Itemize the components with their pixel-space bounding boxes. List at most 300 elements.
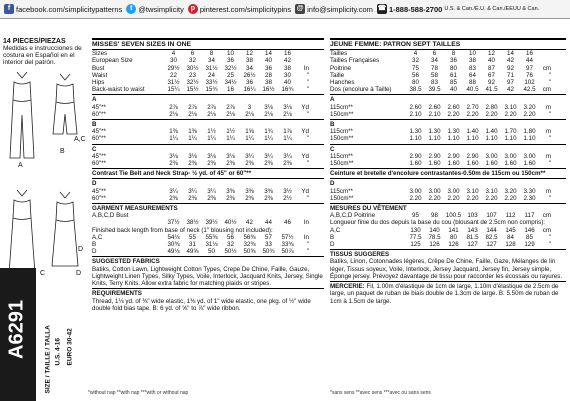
mid-view_b-unit: Yd xyxy=(301,128,309,136)
mid-finished-label: D xyxy=(92,248,97,256)
right-garment-title: MESURES DU VÊTEMENT xyxy=(330,205,407,213)
mid-measure-value: 15¾ xyxy=(205,86,218,94)
mid-view_a-value: 3⅛ xyxy=(283,103,292,111)
mid-view_a-label: 60"** xyxy=(92,110,106,118)
us-sizes: U.S. 4-16 xyxy=(54,338,62,366)
right-measure-value: 10 xyxy=(469,50,476,58)
right-view_d-label: 150cm** xyxy=(330,194,354,202)
mid-view_c-value: 3¼ xyxy=(245,152,254,160)
right-view_b-value: 1.70 xyxy=(504,128,517,136)
right-view_a-value: 2.20 xyxy=(466,110,479,118)
right-finished-value: 81.5 xyxy=(466,233,479,241)
mid-requirements-title: REQUIREMENTS xyxy=(92,290,142,298)
mid-garment-bust-row xyxy=(92,219,324,226)
mid-view_c-value: 2⅜ xyxy=(226,160,235,168)
right-measure-unit: " xyxy=(548,71,551,79)
right-measure-value: 14 xyxy=(507,50,514,58)
right-view_b-title: B xyxy=(330,121,335,129)
mid-view_d-title: D xyxy=(92,180,97,188)
mid-measure-value: 36 xyxy=(265,64,272,72)
right-view_a-unit: " xyxy=(548,110,551,118)
right-view_a-title: A xyxy=(330,96,335,104)
mid-view_d-value: 2⅜ xyxy=(226,194,235,202)
mid-measure-value: 36 xyxy=(246,79,253,87)
mid-measure-value: 22 xyxy=(170,71,177,79)
mid-view_a-value: 2⅛ xyxy=(245,110,254,118)
mid-measure-value: 30½ xyxy=(186,64,199,72)
mid-view_d-unit: " xyxy=(306,194,309,202)
right-measure-row xyxy=(330,72,566,79)
mid-measure-value: 23 xyxy=(189,71,196,79)
mid-finished-value: 31⅛ xyxy=(205,241,218,249)
twitter-link[interactable] xyxy=(126,4,184,14)
pinterest-link[interactable] xyxy=(188,4,291,14)
mid-view_b-label: 45"** xyxy=(92,128,106,136)
right-view_c-row xyxy=(330,160,566,167)
right-view_a-value: 2.10 xyxy=(409,110,422,118)
right-view_d-value: 2.20 xyxy=(504,194,517,202)
right-measure-value: 12 xyxy=(488,50,495,58)
mid-view_d-value: 3⅜ xyxy=(264,187,273,195)
right-view_b-value: 1.10 xyxy=(409,135,422,143)
mid-finished-value: 32⅜ xyxy=(243,241,256,249)
mid-measure-label: Waist xyxy=(92,71,108,79)
mid-finished-label: A,C xyxy=(92,233,103,241)
separator xyxy=(92,119,324,120)
right-finished-value: 129 xyxy=(524,241,535,249)
right-finished-value: 125 xyxy=(410,241,421,249)
right-finished-back: Longueur finie du dos depuis la base du cou (blousant de 2.5cm non compris): xyxy=(330,219,545,227)
mid-view_b-value: 1½ xyxy=(207,128,216,136)
mid-view_d-unit: Yd xyxy=(301,187,309,195)
mid-view_a-value: 2⅞ xyxy=(207,103,216,111)
mid-measure-row xyxy=(92,86,324,93)
right-view_b-value: 1.40 xyxy=(466,128,479,136)
mid-view_b-value: 1¼ xyxy=(245,135,254,143)
mid-view_c-value: 3⅛ xyxy=(188,152,197,160)
mid-view_c-label: 45"** xyxy=(92,152,106,160)
jeune-femme-title: JEUNE FEMME: PATRON SEPT TAILLES xyxy=(330,38,566,50)
right-view_c-value: 3.00 xyxy=(504,152,517,160)
mid-view_b-value: 1¼ xyxy=(169,135,178,143)
mid-measure-value: 15½ xyxy=(186,86,199,94)
right-garment-bust-value: 100.5 xyxy=(445,212,462,220)
mid-measure-row xyxy=(92,65,324,72)
right-view_d-value: 2.30 xyxy=(523,194,536,202)
right-finished-label: D xyxy=(330,241,335,249)
right-finished-value: 144 xyxy=(486,226,497,234)
view-d-illustration xyxy=(46,190,84,270)
mid-measure-value: 28 xyxy=(265,71,272,79)
mid-view_d-value: 3¼ xyxy=(207,187,216,195)
mid-view_c-value: 2⅜ xyxy=(245,160,254,168)
pinterest-icon: p xyxy=(188,4,198,14)
mid-view_b-value: 1⅝ xyxy=(245,128,254,136)
right-measure-row xyxy=(330,86,566,93)
mid-measure-value: 34 xyxy=(246,64,253,72)
right-view_d-value: 2.20 xyxy=(485,194,498,202)
mid-finished-value: 57½ xyxy=(281,233,294,241)
right-finished-value: 130 xyxy=(410,226,421,234)
right-fabrics-title: TISSUS SUGGERES xyxy=(330,251,390,259)
mid-view_d-value: 2½ xyxy=(283,194,292,202)
right-measure-value: 38 xyxy=(469,57,476,65)
email-icon: @ xyxy=(296,5,304,12)
mid-measure-row xyxy=(92,79,324,86)
mid-view_d-value: 3¼ xyxy=(169,187,178,195)
right-finished-row xyxy=(330,234,566,241)
email-text: info@simplicity.com xyxy=(307,4,373,14)
mid-finished-value: 50 xyxy=(208,248,215,256)
mid-measure-label: European Size xyxy=(92,57,133,65)
separator xyxy=(330,119,566,120)
sens-note: *sans sens **avec sens ***avec ou sans sens xyxy=(330,390,431,396)
mid-view_b-row xyxy=(92,128,324,135)
right-view_b-value: 1.10 xyxy=(523,135,536,143)
mid-finished-row xyxy=(92,234,324,241)
mid-measure-row xyxy=(92,50,324,57)
right-garment-bust-unit: cm xyxy=(542,212,551,220)
right-view_a-row xyxy=(330,111,566,118)
right-view_c-label: 115cm** xyxy=(330,152,353,160)
label-d2: D xyxy=(76,270,82,277)
right-finished-value: 85 xyxy=(526,233,533,241)
right-finished-row xyxy=(330,227,566,234)
mid-finished-value: 54⅛ xyxy=(167,233,180,241)
view-b-illustration xyxy=(48,72,82,142)
right-view_c-value: 2.90 xyxy=(466,152,479,160)
separator xyxy=(92,94,324,95)
mid-finished-value: 30⅜ xyxy=(167,241,180,249)
right-view_d-row xyxy=(330,195,566,202)
right-view_c-value: 2.90 xyxy=(447,152,460,160)
mid-garment-bust-value: 44 xyxy=(265,219,272,227)
mid-measure-value: 16 xyxy=(227,86,234,94)
separator xyxy=(330,178,566,179)
mid-contrast-note: Contrast Tie Belt and Neck Strap- ½ yd. of 45" or 60"** xyxy=(92,170,252,178)
misses-title: MISSES' SEVEN SIZES IN ONE xyxy=(92,38,324,50)
mid-requirements-text: Thread, 1⅛ yd. of ⅜" wide elastic, 1⅜ yd. of 1" wide elastic, one pkg. of ½" wide double fold bias tape. B: 6 yd. of ⅝" to ⅞" wide ribbon. xyxy=(92,297,311,312)
right-view_c-value: 1.60 xyxy=(466,160,479,168)
right-measure-value: 8 xyxy=(451,50,456,58)
right-measure-value: 80 xyxy=(450,64,457,72)
email-link[interactable] xyxy=(295,4,373,14)
nap-note: *without nap **with nap ***with or without nap xyxy=(88,390,189,396)
mid-measure-value: 16½ xyxy=(262,86,275,94)
right-garment-bust-value: 117 xyxy=(524,212,535,220)
right-measure-value: 40.5 xyxy=(466,86,479,94)
mid-garment-bust-value: 40½ xyxy=(224,219,237,227)
right-mercerie-title: MERCERIE: xyxy=(330,283,365,291)
mid-measure-label: Sizes xyxy=(92,50,108,58)
right-view_d-value: 2.20 xyxy=(428,194,441,202)
facebook-link[interactable] xyxy=(4,4,122,14)
mid-view_b-value: 1⅜ xyxy=(188,128,197,136)
right-view_b-value: 1.40 xyxy=(485,128,498,136)
right-view_b-unit: " xyxy=(548,135,551,143)
right-measure-value: 40 xyxy=(450,86,457,94)
mid-view_c-label: 60"** xyxy=(92,160,106,168)
right-view_d-unit: m xyxy=(545,187,551,195)
right-view_d-row xyxy=(330,188,566,195)
right-view_b-value: 1.10 xyxy=(447,135,460,143)
mid-measure-value: 30 xyxy=(284,71,291,79)
mid-measure-value: 31½ xyxy=(167,79,180,87)
right-measure-label: Dos (encolure à Taille) xyxy=(330,86,392,94)
right-measure-value: 64 xyxy=(469,71,476,79)
mid-measure-value: 14 xyxy=(265,50,272,58)
mid-view_c-value: 3¼ xyxy=(264,152,273,160)
right-view_c-value: 3.00 xyxy=(485,152,498,160)
mid-view_b-value: 1¼ xyxy=(188,135,197,143)
mid-garment-bust-value: 37½ xyxy=(167,219,180,227)
mid-view_c-value: 3¼ xyxy=(283,152,292,160)
right-garment-bust-value: 107 xyxy=(486,212,497,220)
right-view_c-unit: m xyxy=(545,152,551,160)
right-view_b-value: 1.30 xyxy=(428,128,441,136)
label-b: B xyxy=(60,148,65,155)
mid-measure-value: 12 xyxy=(246,50,253,58)
mid-view_c-value: 3⅛ xyxy=(169,152,178,160)
right-measure-value: 102 xyxy=(524,79,535,87)
mid-measure-value: 31½ xyxy=(205,64,218,72)
mid-finished-row xyxy=(92,241,324,248)
right-measure-value: 61 xyxy=(450,71,457,79)
mid-view_b-title: B xyxy=(92,121,97,129)
right-measure-unit: cm xyxy=(542,64,551,72)
right-measure-value: 97 xyxy=(526,64,533,72)
mid-finished-value: 50½ xyxy=(224,248,237,256)
mid-measure-label: Bust xyxy=(92,64,105,72)
mid-measure-value: 34½ xyxy=(224,79,237,87)
mid-view_d-value: 2⅜ xyxy=(245,194,254,202)
mid-finished-unit: " xyxy=(306,248,309,256)
right-measure-value: 32 xyxy=(412,57,419,65)
right-fabrics-text: Batiks, Linon, Cotonnades légères, Crêpe De Chine, Faille, Gaze, Mélanges de lin léger, Tissus soyeux, Voile, Interlock, Jersey Jacquard, Jersey fin, Jersey simple, Éponge jersey. Prévoyez davantage de tissu pour raccorder les écossais ou rayures. xyxy=(330,258,563,280)
mid-measure-unit: " xyxy=(306,71,309,79)
right-measure-label: Poitrine xyxy=(330,64,351,72)
right-measure-label: Tailles xyxy=(330,50,348,58)
right-view_c-unit: " xyxy=(548,160,551,168)
mid-measure-value: 33½ xyxy=(205,79,218,87)
right-view_d-value: 3.30 xyxy=(523,187,536,195)
mid-finished-value: 55 xyxy=(189,233,196,241)
right-view_c-value: 1.60 xyxy=(447,160,460,168)
mid-finished-value: 50⅝ xyxy=(243,248,256,256)
mid-fabrics-title: SUGGESTED FABRICS xyxy=(92,258,160,266)
right-view_c-value: 3.00 xyxy=(523,152,536,160)
mid-view_b-value: 1¾ xyxy=(264,128,273,136)
right-measure-row xyxy=(330,79,566,86)
mid-view_b-value: 1½ xyxy=(226,128,235,136)
label-a: A xyxy=(18,162,23,169)
right-view_c-value: 1.60 xyxy=(428,160,441,168)
right-view_b-label: 150cm** xyxy=(330,135,354,143)
mid-view_d-label: 45"** xyxy=(92,187,106,195)
right-measure-unit xyxy=(539,57,551,64)
right-measure-unit xyxy=(539,50,551,57)
right-view_d-value: 2.20 xyxy=(409,194,422,202)
right-view_b-row xyxy=(330,135,566,142)
mid-finished-value: 56 xyxy=(227,233,234,241)
mid-finished-row xyxy=(92,248,324,255)
mid-garment-bust-value: 42 xyxy=(246,219,253,227)
mid-view_a-value: 2⅛ xyxy=(207,110,216,118)
mid-measure-label: Back-waist to waist xyxy=(92,86,145,94)
mid-finished-value: 50⅞ xyxy=(281,248,294,256)
right-measure-value: 87 xyxy=(488,64,495,72)
mid-view_c-value: 3⅛ xyxy=(226,152,235,160)
right-view_d-value: 3.10 xyxy=(466,187,479,195)
right-measure-value: 97 xyxy=(507,79,514,87)
right-measure-value: 40 xyxy=(488,57,495,65)
right-mercerie-text: Fil, 1.00m d'élastique de 1cm de large, 1.10m d'élastique de 2.5cm de large, un paquet de ruban de biais double de 1.3cm de large. B: 5.50m de ruban de 1cm à 1.5cm de large. xyxy=(330,283,559,305)
right-measure-value: 42 xyxy=(507,86,514,94)
separator xyxy=(92,168,324,169)
mid-view_d-value: 3¼ xyxy=(188,187,197,195)
separator xyxy=(330,144,566,145)
mid-measure-unit: " xyxy=(306,86,309,94)
mid-measure-value: 6 xyxy=(190,50,195,58)
size-line: SIZE / TAILLE / TALLA xyxy=(44,325,52,394)
mid-view_d-value: 2⅜ xyxy=(264,194,273,202)
mid-view_b-row xyxy=(92,135,324,142)
mid-view_b-label: 60"** xyxy=(92,135,106,143)
mid-view_c-value: 2⅜ xyxy=(264,160,273,168)
mid-view_a-value: 2⅛ xyxy=(283,110,292,118)
mid-measure-value: 16¾ xyxy=(281,86,294,94)
mid-measure-value: 10 xyxy=(227,50,234,58)
mid-view_a-value: 2⅛ xyxy=(264,110,273,118)
mid-view_c-value: 2⅜ xyxy=(169,160,178,168)
facebook-icon: f xyxy=(4,4,14,14)
right-garment-bust-value: 95 xyxy=(412,212,419,220)
right-finished-value: 145 xyxy=(505,226,516,234)
right-contrast-note: Ceinture et bretelle d'encolure contrastantes-0.50m de 115cm ou 150cm** xyxy=(330,170,546,178)
mid-view_a-unit: Yd xyxy=(301,103,309,111)
right-measure-unit: " xyxy=(548,79,551,87)
mid-finished-value: 56⅜ xyxy=(243,233,256,241)
mid-view_b-value: 1¼ xyxy=(264,135,273,143)
right-finished-row xyxy=(330,241,566,248)
mid-view_d-value: 2⅜ xyxy=(207,194,216,202)
mid-measure-value: 24 xyxy=(208,71,215,79)
separator xyxy=(330,168,566,169)
right-finished-value: 77.5 xyxy=(409,233,422,241)
mid-measure-unit xyxy=(297,57,309,64)
mid-view_c-value: 2⅜ xyxy=(188,160,197,168)
right-finished-value: 84 xyxy=(507,233,514,241)
mid-view_a-value: 2⅛ xyxy=(169,110,178,118)
right-finished-value: 126 xyxy=(429,241,440,249)
separator xyxy=(92,288,324,289)
right-finished-unit: " xyxy=(548,233,551,241)
right-measure-row xyxy=(330,50,566,57)
separator xyxy=(330,249,566,250)
mid-finished-value: 33⅜ xyxy=(281,241,294,249)
mid-view_c-value: 2⅜ xyxy=(207,160,216,168)
pattern-number: A6291 xyxy=(5,300,28,359)
right-view_d-unit: " xyxy=(548,194,551,202)
mid-view_a-value: 3 xyxy=(247,103,252,111)
mid-finished-value: 33 xyxy=(265,241,272,249)
mid-view_a-value: 3⅛ xyxy=(264,103,273,111)
mid-measure-value: 25 xyxy=(227,71,234,79)
mid-measure-value: 32½ xyxy=(224,64,237,72)
right-measure-unit: cm xyxy=(542,86,551,94)
right-measure-value: 16 xyxy=(526,50,533,58)
mid-measure-value: 32 xyxy=(189,57,196,65)
label-ac: A,C xyxy=(74,136,86,143)
right-finished-value: 80 xyxy=(450,233,457,241)
mid-garment-bust-unit: In xyxy=(303,219,309,227)
right-view_a-value: 2.80 xyxy=(485,103,498,111)
mid-measure-value: 8 xyxy=(209,50,214,58)
mid-garment-sub: A,B,C,D Bust xyxy=(92,212,129,220)
right-view_c-value: 1.60 xyxy=(504,160,517,168)
right-view_c-value: 1.60 xyxy=(409,160,422,168)
right-measure-value: 6 xyxy=(432,50,437,58)
jeune-femme-column xyxy=(330,38,566,305)
right-measure-value: 44 xyxy=(526,57,533,65)
right-measure-row xyxy=(330,57,566,64)
right-view_a-value: 2.20 xyxy=(504,110,517,118)
mid-finished-unit: In xyxy=(303,233,309,241)
view-c-illustration xyxy=(4,188,40,278)
mid-view_b-value: 1¼ xyxy=(226,135,235,143)
phone-icon: ☎ xyxy=(377,5,387,12)
right-measure-value: 36 xyxy=(450,57,457,65)
right-view_b-label: 115cm** xyxy=(330,128,353,136)
mid-measure-value: 16 xyxy=(284,50,291,58)
right-measure-value: 92 xyxy=(488,79,495,87)
pieces-title: 14 PIECES/PIEZAS xyxy=(3,38,66,45)
pinterest-text: pinterest.com/simplicitypins xyxy=(199,4,292,14)
mid-view_c-row xyxy=(92,153,324,160)
mid-measure-value: 38 xyxy=(246,57,253,65)
mid-garment-bust-label xyxy=(92,219,164,226)
mid-measure-value: 29½ xyxy=(167,64,180,72)
mid-measure-value: 34 xyxy=(208,57,215,65)
misses-body xyxy=(92,50,324,312)
separator xyxy=(92,256,324,257)
mid-garment-bust-value: 46 xyxy=(284,219,291,227)
right-finished-value: 143 xyxy=(467,226,478,234)
mid-view_d-row xyxy=(92,195,324,202)
right-view_a-value: 2.20 xyxy=(485,110,498,118)
mid-view_d-label: 60"** xyxy=(92,194,106,202)
separator xyxy=(92,144,324,145)
right-garment-bust-value: 98 xyxy=(431,212,438,220)
right-measure-value: 42 xyxy=(507,57,514,65)
mid-garment-bust-value: 38½ xyxy=(186,219,199,227)
mid-view_a-title: A xyxy=(92,96,97,104)
mid-finished-value: 49⅛ xyxy=(167,248,180,256)
mid-view_b-value: 1¼ xyxy=(283,135,292,143)
mid-measure-value: 16¼ xyxy=(243,86,256,94)
right-view_d-value: 3.10 xyxy=(485,187,498,195)
mid-view_d-value: 3½ xyxy=(283,187,292,195)
right-finished-unit: cm xyxy=(542,226,551,234)
right-view_c-row xyxy=(330,153,566,160)
right-measure-value: 83 xyxy=(469,64,476,72)
mid-view_c-row xyxy=(92,160,324,167)
right-measure-value: 85 xyxy=(450,79,457,87)
mid-view_b-unit: " xyxy=(306,135,309,143)
mid-view_c-title: C xyxy=(92,145,97,153)
misses-column xyxy=(92,38,324,312)
right-finished-value: 128 xyxy=(505,241,516,249)
